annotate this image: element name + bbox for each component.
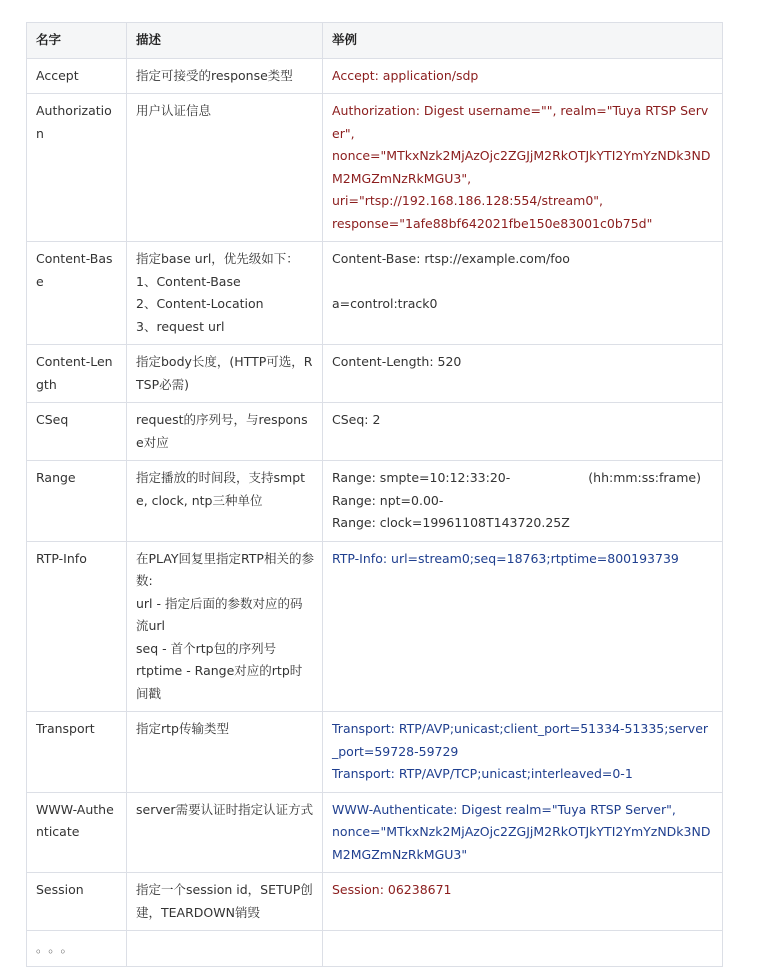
cell-name: Transport bbox=[27, 712, 127, 793]
table-row bbox=[27, 541, 723, 712]
table-row bbox=[27, 461, 723, 542]
cell-name: Authorization bbox=[27, 94, 127, 242]
table-row bbox=[27, 931, 723, 967]
description-line: 3、request url bbox=[136, 318, 225, 334]
cell-name: 。。。 bbox=[27, 931, 127, 967]
example-line: Authorization: Digest username="", realm="Tuya RTSP Server", bbox=[332, 103, 709, 141]
example-line: Transport: RTP/AVP/TCP;unicast;interleaved=0-1 bbox=[332, 766, 633, 781]
cell-example bbox=[323, 461, 723, 542]
example-line: nonce="MTkxNzk2MjAzOjc2ZGJjM2RkOTJkYTI2YmYzNDk3NDM2MGZmNzRkMGU3", bbox=[332, 148, 711, 186]
example-line bbox=[332, 271, 714, 294]
header-description: 描述 bbox=[127, 23, 323, 59]
description-line: request的序列号，与response对应 bbox=[136, 412, 308, 450]
cell-example bbox=[323, 541, 723, 712]
table-row bbox=[27, 242, 723, 345]
table-row bbox=[27, 345, 723, 403]
cell-example bbox=[323, 403, 723, 461]
cell-name: Content-Length bbox=[27, 345, 127, 403]
description-line: 指定播放的时间段，支持smpte, clock, ntp三种单位 bbox=[136, 470, 306, 508]
cell-description bbox=[127, 345, 323, 403]
example-line: a=control:track0 bbox=[332, 296, 438, 311]
rtsp-header-table bbox=[26, 22, 723, 967]
cell-name: WWW-Authenticate bbox=[27, 792, 127, 873]
table-row bbox=[27, 403, 723, 461]
cell-example bbox=[323, 873, 723, 931]
description-line: 在PLAY回复里指定RTP相关的参数: bbox=[136, 550, 314, 588]
header-example: 举例 bbox=[323, 23, 723, 59]
description-line: 指定rtp传输类型 bbox=[136, 721, 229, 736]
cell-name: Session bbox=[27, 873, 127, 931]
cell-example bbox=[323, 931, 723, 967]
example-line: RTP-Info: url=stream0;seq=18763;rtptime=800193739 bbox=[332, 550, 679, 566]
cell-description bbox=[127, 94, 323, 242]
cell-example bbox=[323, 712, 723, 793]
cell-description bbox=[127, 931, 323, 967]
example-line: CSeq: 2 bbox=[332, 412, 381, 427]
cell-description bbox=[127, 541, 323, 712]
description-line: 1、Content-Base bbox=[136, 273, 241, 289]
cell-description bbox=[127, 712, 323, 793]
table-header-row bbox=[27, 23, 723, 59]
example-line: nonce="MTkxNzk2MjAzOjc2ZGJjM2RkOTJkYTI2YmYzNDk3NDM2MGZmNzRkMGU3" bbox=[332, 824, 711, 862]
header-name: 名字 bbox=[27, 23, 127, 59]
cell-description bbox=[127, 403, 323, 461]
example-line: uri="rtsp://192.168.186.128:554/stream0", bbox=[332, 193, 603, 208]
cell-name: Range bbox=[27, 461, 127, 542]
cell-description bbox=[127, 461, 323, 542]
example-line: Accept: application/sdp bbox=[332, 67, 479, 83]
description-line: 指定base url，优先级如下： bbox=[136, 251, 299, 266]
example-line: Range: clock=19961108T143720.25Z bbox=[332, 515, 570, 530]
example-line: WWW-Authenticate: Digest realm="Tuya RTSP Server", bbox=[332, 801, 676, 817]
example-line: Transport: RTP/AVP;unicast;client_port=51334-51335;server_port=59728-59729 bbox=[332, 721, 709, 759]
cell-description bbox=[127, 58, 323, 94]
description-line: 指定body长度，(HTTP可选，RTSP必需) bbox=[136, 354, 313, 392]
description-line: rtptime - Range对应的rtp时间戳 bbox=[136, 663, 303, 701]
description-line: 指定一个session id，SETUP创建，TEARDOWN销毁 bbox=[136, 882, 313, 920]
description-line: url - 指定后面的参数对应的码流url bbox=[136, 595, 303, 633]
cell-name: CSeq bbox=[27, 403, 127, 461]
description-line: server需要认证时指定认证方式 bbox=[136, 801, 314, 817]
cell-description bbox=[127, 873, 323, 931]
example-line: Range: smpte=10:12:33:20- (hh:mm:ss:frame) bbox=[332, 470, 701, 485]
cell-name: Accept bbox=[27, 58, 127, 94]
example-line: Range: npt=0.00- bbox=[332, 492, 444, 508]
table-row bbox=[27, 712, 723, 793]
description-line: seq - 首个rtp包的序列号 bbox=[136, 640, 277, 656]
description-line: 2、Content-Location bbox=[136, 296, 264, 311]
table-row bbox=[27, 94, 723, 242]
table-row bbox=[27, 792, 723, 873]
example-line: Content-Base: rtsp://example.com/foo bbox=[332, 251, 570, 266]
cell-name: RTP-Info bbox=[27, 541, 127, 712]
example-line: Session: 06238671 bbox=[332, 882, 452, 897]
cell-name: Content-Base bbox=[27, 242, 127, 345]
cell-example bbox=[323, 242, 723, 345]
cell-example bbox=[323, 94, 723, 242]
cell-description bbox=[127, 242, 323, 345]
cell-description bbox=[127, 792, 323, 873]
example-line: Content-Length: 520 bbox=[332, 354, 462, 369]
table-row bbox=[27, 873, 723, 931]
description-line: 用户认证信息 bbox=[136, 103, 212, 118]
cell-example bbox=[323, 58, 723, 94]
cell-example bbox=[323, 345, 723, 403]
example-line: response="1afe88bf642021fbe150e83001c0b75d" bbox=[332, 215, 653, 231]
table-row bbox=[27, 58, 723, 94]
cell-example bbox=[323, 792, 723, 873]
description-line: 指定可接受的response类型 bbox=[136, 67, 293, 83]
